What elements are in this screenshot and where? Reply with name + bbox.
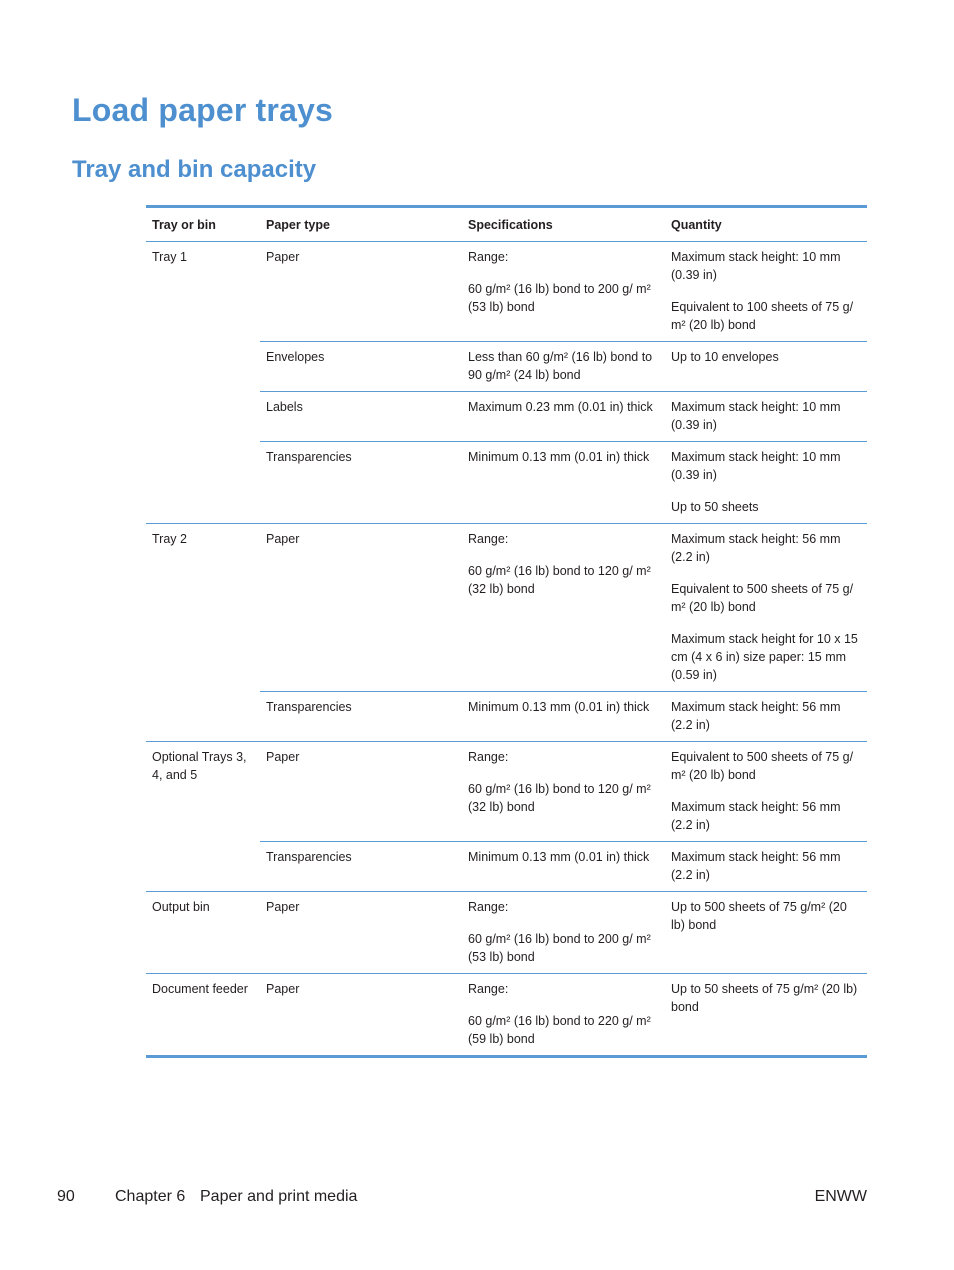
table-row	[146, 892, 867, 974]
spec-line: Less than 60 g/m² (16 lb) bond to 90 g/m² (24 lb) bond	[468, 350, 653, 382]
spec-line: Range:	[468, 982, 509, 996]
footer-chapter: Chapter 6	[115, 1188, 186, 1205]
cell-specifications	[462, 892, 665, 974]
cell-paper-type: Envelopes	[260, 342, 462, 392]
header-paper-type: Paper type	[260, 207, 462, 242]
spec-line: 60 g/m² (16 lb) bond to 120 g/ m² (32 lb) bond	[468, 564, 651, 596]
quantity-line: Maximum stack height: 56 mm (2.2 in)	[671, 800, 841, 832]
table-row	[146, 524, 867, 692]
spec-line: 60 g/m² (16 lb) bond to 200 g/ m² (53 lb) bond	[468, 282, 651, 314]
cell-quantity	[665, 342, 867, 392]
cell-specifications	[462, 742, 665, 842]
cell-paper-type: Transparencies	[260, 692, 462, 742]
quantity-line: Up to 50 sheets	[671, 500, 759, 514]
cell-quantity	[665, 742, 867, 842]
quantity-line: Equivalent to 500 sheets of 75 g/ m² (20 lb) bond	[671, 750, 854, 782]
cell-quantity	[665, 524, 867, 692]
spec-line: 60 g/m² (16 lb) bond to 220 g/ m² (59 lb) bond	[468, 1014, 651, 1046]
cell-tray: Tray 2	[146, 524, 260, 742]
page-number: 90	[57, 1188, 75, 1205]
quantity-line: Maximum stack height: 56 mm (2.2 in)	[671, 532, 841, 564]
cell-specifications	[462, 692, 665, 742]
quantity-line: Maximum stack height: 10 mm (0.39 in)	[671, 400, 841, 432]
cell-quantity	[665, 442, 867, 524]
table-row	[146, 742, 867, 842]
cell-paper-type: Transparencies	[260, 442, 462, 524]
spec-line: Range:	[468, 750, 509, 764]
header-tray: Tray or bin	[146, 207, 260, 242]
spec-line: Range:	[468, 250, 509, 264]
cell-paper-type: Paper	[260, 892, 462, 974]
quantity-line: Up to 10 envelopes	[671, 350, 779, 364]
quantity-line: Maximum stack height: 10 mm (0.39 in)	[671, 250, 841, 282]
cell-specifications	[462, 974, 665, 1057]
spec-line: Minimum 0.13 mm (0.01 in) thick	[468, 850, 650, 864]
cell-quantity	[665, 242, 867, 342]
table-body	[146, 242, 867, 1057]
table-header-row	[146, 207, 867, 242]
cell-tray: Tray 1	[152, 250, 187, 264]
quantity-line: Maximum stack height: 56 mm (2.2 in)	[671, 700, 841, 732]
cell-quantity	[665, 842, 867, 892]
cell-specifications	[462, 842, 665, 892]
capacity-table	[146, 205, 867, 1058]
quantity-line: Maximum stack height: 56 mm (2.2 in)	[671, 850, 841, 882]
section-heading: Tray and bin capacity	[72, 156, 317, 183]
spec-line: Range:	[468, 900, 509, 914]
cell-paper-type: Paper	[260, 974, 462, 1057]
cell-specifications	[462, 242, 665, 342]
spec-line: 60 g/m² (16 lb) bond to 200 g/ m² (53 lb) bond	[468, 932, 651, 964]
footer-chapter-title: Paper and print media	[200, 1188, 358, 1205]
cell-specifications	[462, 442, 665, 524]
cell-specifications	[462, 342, 665, 392]
cell-specifications	[462, 524, 665, 692]
cell-paper-type: Labels	[260, 392, 462, 442]
spec-line: Maximum 0.23 mm (0.01 in) thick	[468, 400, 653, 414]
header-specifications: Specifications	[462, 207, 665, 242]
cell-paper-type: Transparencies	[260, 842, 462, 892]
cell-paper-type: Paper	[260, 742, 462, 842]
spec-line: 60 g/m² (16 lb) bond to 120 g/ m² (32 lb) bond	[468, 782, 651, 814]
cell-paper-type: Paper	[266, 250, 300, 264]
quantity-line: Maximum stack height: 10 mm (0.39 in)	[671, 450, 841, 482]
cell-tray: Optional Trays 3, 4, and 5	[146, 742, 260, 892]
cell-quantity	[665, 392, 867, 442]
cell-quantity	[665, 892, 867, 974]
quantity-line: Maximum stack height for 10 x 15 cm (4 x 6 in) size paper: 15 mm (0.59 in)	[671, 632, 858, 682]
spec-line: Minimum 0.13 mm (0.01 in) thick	[468, 700, 650, 714]
quantity-line: Up to 50 sheets of 75 g/m² (20 lb) bond	[671, 982, 858, 1014]
cell-tray: Document feeder	[146, 974, 260, 1057]
table-row	[146, 974, 867, 1057]
cell-tray: Output bin	[146, 892, 260, 974]
cell-quantity	[665, 692, 867, 742]
cell-paper-type: Paper	[260, 524, 462, 692]
quantity-line: Up to 500 sheets of 75 g/m² (20 lb) bond	[671, 900, 847, 932]
spec-line: Range:	[468, 532, 509, 546]
cell-quantity	[665, 974, 867, 1057]
spec-line: Minimum 0.13 mm (0.01 in) thick	[468, 450, 650, 464]
cell-specifications	[462, 392, 665, 442]
quantity-line: Equivalent to 100 sheets of 75 g/ m² (20 lb) bond	[671, 300, 854, 332]
page-title: Load paper trays	[72, 92, 334, 128]
header-quantity: Quantity	[665, 207, 867, 242]
footer-code: ENWW	[814, 1188, 867, 1205]
quantity-line: Equivalent to 500 sheets of 75 g/ m² (20 lb) bond	[671, 582, 854, 614]
table-row	[146, 242, 867, 342]
